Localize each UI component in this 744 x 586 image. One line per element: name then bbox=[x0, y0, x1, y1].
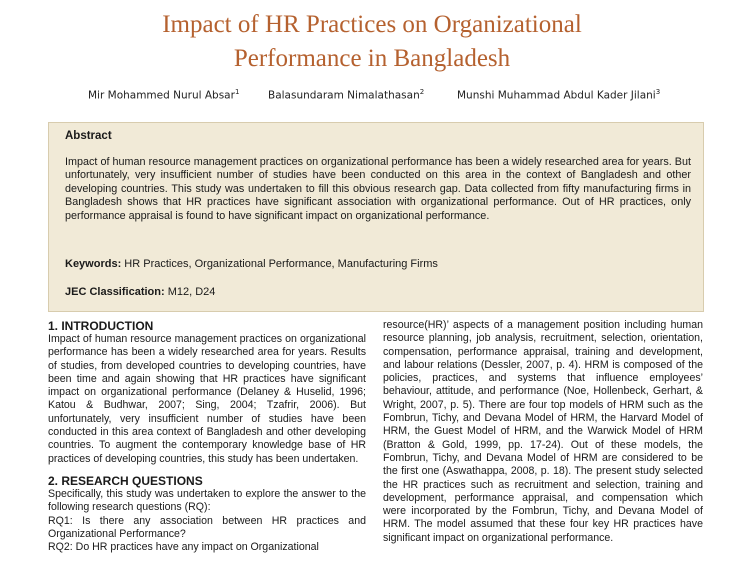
jec-value: M12, D24 bbox=[164, 286, 216, 298]
author-1 bbox=[88, 88, 239, 102]
rq-1: RQ1: Is there any association between HR practices and Organizational Performance? bbox=[48, 514, 366, 540]
author-name: Munshi Muhammad Abdul Kader Jilani bbox=[457, 89, 656, 102]
jec-line bbox=[65, 286, 215, 298]
title-line-2: Performance in Bangladesh bbox=[233, 45, 511, 72]
intro-text: Impact of human resource management practices on organizational performance has been a widely researched area for years. Results of studies, from developed countries to developing countries, have been time and again showing that HR practices have significant impact on organizational performance (Delaney & Huselid, 1996; Katou & Budhwar, 2007; Sing, 2004; Tzafrir, 2006). But unfortunately, very insufficient number of studies have been conducted in this area context of Bangladesh and other developing countries. To augment the contemporary knowledge base of HR practices of developing countries, this study has been undertaken. bbox=[48, 333, 366, 465]
section-gap bbox=[48, 466, 366, 474]
title-line-1: Impact of HR Practices on Organizational bbox=[162, 11, 582, 38]
author-name: Balasundaram Nimalathasan bbox=[268, 89, 420, 102]
paper-title bbox=[0, 8, 744, 76]
rq-2: RQ2: Do HR practices have any impact on Organizational bbox=[48, 541, 319, 554]
rq-heading: 2. RESEARCH QUESTIONS bbox=[48, 473, 203, 488]
abstract-heading: Abstract bbox=[65, 130, 112, 142]
right-column bbox=[383, 319, 703, 545]
abstract-text: Impact of human resource management practices on organizational performance has been a widely researched area for years. But unfortunately, very insufficient number of studies have been conducted on this area in the context of Bangladesh and other developing countries. This study was undertaken to fill this obvious research gap. Data collected from fifty manufacturing firms in Bangladesh shows that HR practices have significant association with organizational performance. Out of HR practices, only performance appraisal is found to have significant impact on organizational performance. bbox=[65, 156, 691, 222]
author-3 bbox=[457, 88, 660, 102]
keywords-line bbox=[65, 258, 438, 270]
author-affiliation: 2 bbox=[419, 88, 425, 96]
intro-heading: 1. INTRODUCTION bbox=[48, 319, 154, 333]
author-2 bbox=[268, 88, 424, 102]
keywords-label: Keywords: bbox=[65, 258, 122, 270]
right-column-text: resource(HR)’ aspects of a management position including human resource planning, job analysis, recruitment, selection, orientation, compensation, performance appraisal, training and development, and labour relations (Dessler, 2007, p. 4). HRM is composed of the policies, practices, and systems that influence employees’ behaviour, attitude, and performance (Noe, Hollenbeck, Gerhart, & Wright, 2007, p. 5). There are four top models of HRM such as the Fombrun, Tichy, and Devana Model of HRM, the Harvard Model of HRM, the Guest Model of HRM, and the Warwick Model of HRM (Bratton & Gold, 1999, pp. 17-24). Out of these models, the Fombrun, Tichy, and Devana Model of HRM are considered to be the first one (Aswathappa, 2008, p. 18). The present study selected the HR practices such as recruitment and selection, training and development, performance appraisal, and compensation which were incorporated by the Fombrun, Tichy, and Devana Model of HRM. The model assumed that these four key HR practices have significant impact on organizational performance. bbox=[383, 319, 703, 544]
keywords-value: HR Practices, Organizational Performance, Manufacturing Firms bbox=[121, 258, 438, 270]
abstract-box bbox=[48, 122, 704, 312]
left-column bbox=[48, 319, 366, 554]
rq-intro: Specifically, this study was undertaken to explore the answer to the following research questions (RQ): bbox=[48, 487, 366, 514]
author-affiliation: 1 bbox=[234, 88, 240, 96]
jec-label: JEC Classification: bbox=[65, 286, 165, 298]
author-affiliation: 3 bbox=[655, 88, 661, 96]
author-list bbox=[0, 88, 744, 104]
author-name: Mir Mohammed Nurul Absar bbox=[88, 89, 235, 102]
